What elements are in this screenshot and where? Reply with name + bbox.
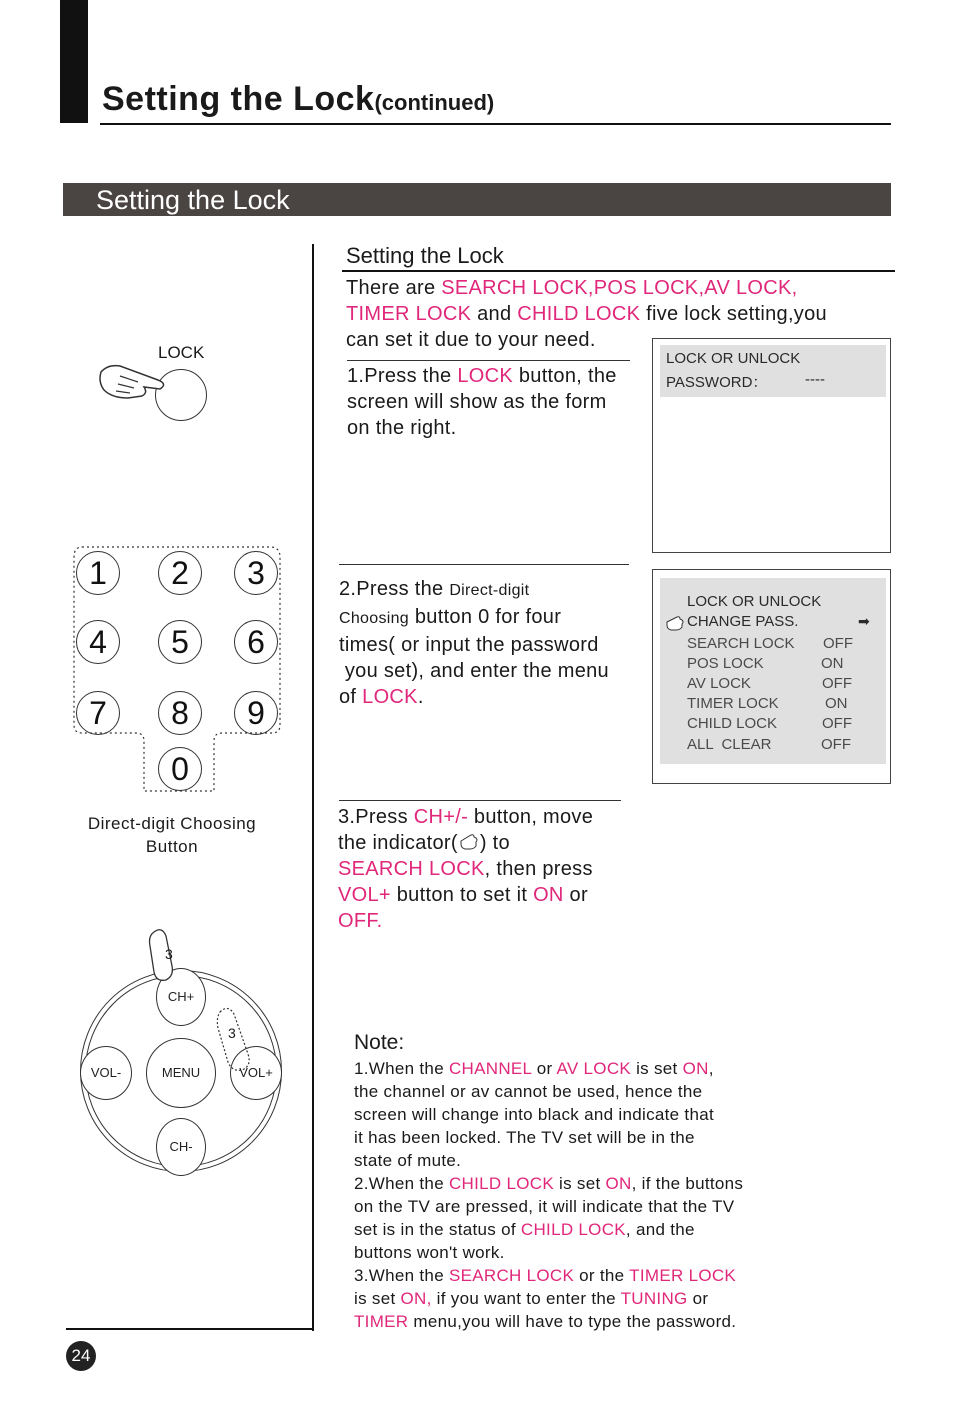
password-value[interactable]: ---- <box>805 371 825 388</box>
text: screen will change into black and indicate that <box>354 1105 714 1124</box>
step3-paragraph <box>338 804 648 934</box>
highlight: CHILD LOCK <box>520 1220 626 1239</box>
highlight: TUNING <box>620 1289 688 1308</box>
vol-up-label: VOL+ <box>239 1065 273 1080</box>
lock-menu-panel <box>660 578 886 764</box>
text: , then press <box>484 858 593 880</box>
text: is set <box>554 1174 606 1193</box>
page-title <box>102 80 494 119</box>
highlight: CH+/- <box>413 806 469 828</box>
note-heading: Note: <box>354 1031 405 1054</box>
highlight: TIMER LOCK <box>629 1266 737 1285</box>
text: is set <box>631 1059 683 1078</box>
digit-key-7[interactable]: 7 <box>76 691 120 735</box>
step1-paragraph <box>347 363 647 441</box>
text: , <box>708 1059 714 1078</box>
menu-item-av-lock[interactable]: AV LOCK <box>687 675 751 692</box>
highlight: SEARCH LOCK,POS LOCK,AV LOCK, <box>441 277 798 299</box>
lock-password-panel <box>660 345 886 397</box>
text: Choosing <box>339 610 410 627</box>
highlight: CHILD LOCK <box>448 1174 554 1193</box>
text: , and the <box>625 1220 695 1239</box>
text: or <box>687 1289 709 1308</box>
menu-item-lock-or-unlock[interactable]: LOCK OR UNLOCK <box>687 593 822 610</box>
text: , if the buttons <box>631 1174 744 1193</box>
highlight: ON <box>605 1174 632 1193</box>
intro-heading-rule <box>342 270 895 272</box>
digit-key-0[interactable]: 0 <box>158 747 202 791</box>
text: or <box>531 1059 557 1078</box>
menu-item-search-lock[interactable]: SEARCH LOCK <box>687 635 795 652</box>
page-title-suffix: (continued) <box>374 90 495 115</box>
highlight: CHANNEL <box>448 1059 532 1078</box>
highlight: ON <box>682 1059 709 1078</box>
highlight: SEARCH LOCK <box>448 1266 575 1285</box>
text: 2.When the <box>354 1174 449 1193</box>
text: you set), and enter the menu <box>339 660 609 682</box>
ch-down-label: CH- <box>169 1139 193 1154</box>
highlight: CHILD LOCK <box>517 303 641 325</box>
text: button to set it <box>390 884 534 906</box>
highlight: SEARCH LOCK <box>338 858 485 880</box>
highlight: ON <box>533 884 564 906</box>
text: it has been locked. The TV set will be in the <box>354 1128 695 1147</box>
password-label: PASSWORD： <box>666 374 768 391</box>
note-body <box>354 1057 824 1333</box>
text: 3.When the <box>354 1266 449 1285</box>
pointing-hand-icon <box>665 614 685 632</box>
text: buttons won't work. <box>354 1243 505 1262</box>
text: or the <box>574 1266 630 1285</box>
step-marker-vol: 3 <box>228 1025 236 1041</box>
step3-rule <box>339 800 621 801</box>
text: on the right. <box>347 417 457 439</box>
right-arrow-icon: ➡ <box>858 613 870 629</box>
digit-key-3[interactable]: 3 <box>234 551 278 595</box>
text: screen will show as the form <box>347 391 607 413</box>
step1-rule <box>347 360 630 361</box>
lock-button-label: LOCK <box>158 343 205 362</box>
menu-value-child-lock: OFF <box>822 715 852 732</box>
page-number-badge <box>66 1341 96 1371</box>
menu-item-pos-lock[interactable]: POS LOCK <box>687 655 764 672</box>
vol-down-label: VOL- <box>90 1065 122 1080</box>
highlight: VOL+ <box>338 884 391 906</box>
highlight: OFF. <box>338 910 383 932</box>
text: can set it due to your need. <box>346 329 596 351</box>
text: the channel or av cannot be used, hence the <box>354 1082 703 1101</box>
text: 3.Press <box>338 806 414 828</box>
bottom-rule <box>66 1328 314 1330</box>
text: button, move <box>468 806 594 828</box>
text: and <box>471 303 518 325</box>
keypad-caption <box>40 812 304 858</box>
section-bar-title: Setting the Lock <box>96 185 290 215</box>
digit-key-9[interactable]: 9 <box>234 691 278 735</box>
text: is set <box>354 1289 401 1308</box>
column-divider <box>312 244 314 1331</box>
ch-down-button[interactable] <box>156 1118 206 1176</box>
menu-item-change-pass[interactable]: CHANGE PASS. <box>687 613 799 630</box>
step-marker-ch: 3 <box>165 946 173 962</box>
text: the indicator( <box>338 832 458 854</box>
keypad-caption-line1: Direct-digit Choosing <box>87 814 257 833</box>
text: on the TV are pressed, it will indicate that the TV <box>354 1197 735 1216</box>
header-side-line <box>60 0 66 72</box>
menu-button[interactable] <box>146 1038 216 1108</box>
text: button 0 for four <box>409 606 562 628</box>
ch-up-label: CH+ <box>167 989 195 1004</box>
text: 1.Press the <box>347 365 458 387</box>
digit-key-6[interactable]: 6 <box>234 620 278 664</box>
page-number: 24 <box>71 1346 91 1365</box>
digit-key-5[interactable]: 5 <box>158 620 202 664</box>
highlight: ON, <box>400 1289 432 1308</box>
digit-key-2[interactable]: 2 <box>158 551 202 595</box>
highlight: LOCK <box>362 686 418 708</box>
menu-item-child-lock[interactable]: CHILD LOCK <box>687 715 778 732</box>
text: . <box>417 686 424 708</box>
text: if you want to enter the <box>431 1289 621 1308</box>
keypad-caption-line2: Button <box>145 837 199 856</box>
menu-item-all-clear[interactable]: ALL CLEAR <box>687 736 772 753</box>
digit-key-4[interactable]: 4 <box>76 620 120 664</box>
text: There are <box>346 277 442 299</box>
text: button, the <box>513 365 617 387</box>
pointing-hand-icon <box>214 1004 264 1074</box>
highlight: AV LOCK <box>556 1059 632 1078</box>
text: state of mute. <box>354 1151 462 1170</box>
text: or <box>563 884 588 906</box>
intro-heading: Setting the Lock <box>346 243 504 268</box>
text: times( or input the password <box>339 634 599 656</box>
text: set is in the status of <box>354 1220 521 1239</box>
menu-value-search-lock: OFF <box>823 635 853 652</box>
pointing-hand-icon <box>458 832 480 852</box>
text: of <box>339 686 363 708</box>
text: 2.Press the <box>339 578 450 600</box>
text: Direct-digit <box>449 582 530 599</box>
menu-label: MENU <box>161 1065 201 1080</box>
text: menu,you will have to type the password. <box>408 1312 737 1331</box>
highlight: LOCK <box>457 365 513 387</box>
pointing-hand-icon <box>98 360 173 405</box>
text: ) to <box>479 832 510 854</box>
menu-title: LOCK OR UNLOCK <box>666 350 801 367</box>
digit-key-8[interactable]: 8 <box>158 691 202 735</box>
menu-value-pos-lock: ON <box>821 655 844 672</box>
vol-down-button[interactable] <box>80 1046 132 1100</box>
header-underline <box>100 123 891 125</box>
menu-value-all-clear: OFF <box>821 736 851 753</box>
menu-item-timer-lock[interactable]: TIMER LOCK <box>687 695 779 712</box>
step2-rule <box>339 564 629 565</box>
step2-paragraph <box>339 576 649 710</box>
menu-value-av-lock: OFF <box>822 675 852 692</box>
text: five lock setting,you <box>640 303 827 325</box>
page-title-main: Setting the Lock <box>102 80 375 118</box>
menu-value-timer-lock: ON <box>825 695 848 712</box>
text: 1.When the <box>354 1059 449 1078</box>
highlight: TIMER LOCK <box>346 303 472 325</box>
highlight: TIMER <box>354 1312 409 1331</box>
digit-key-1[interactable]: 1 <box>76 551 120 595</box>
